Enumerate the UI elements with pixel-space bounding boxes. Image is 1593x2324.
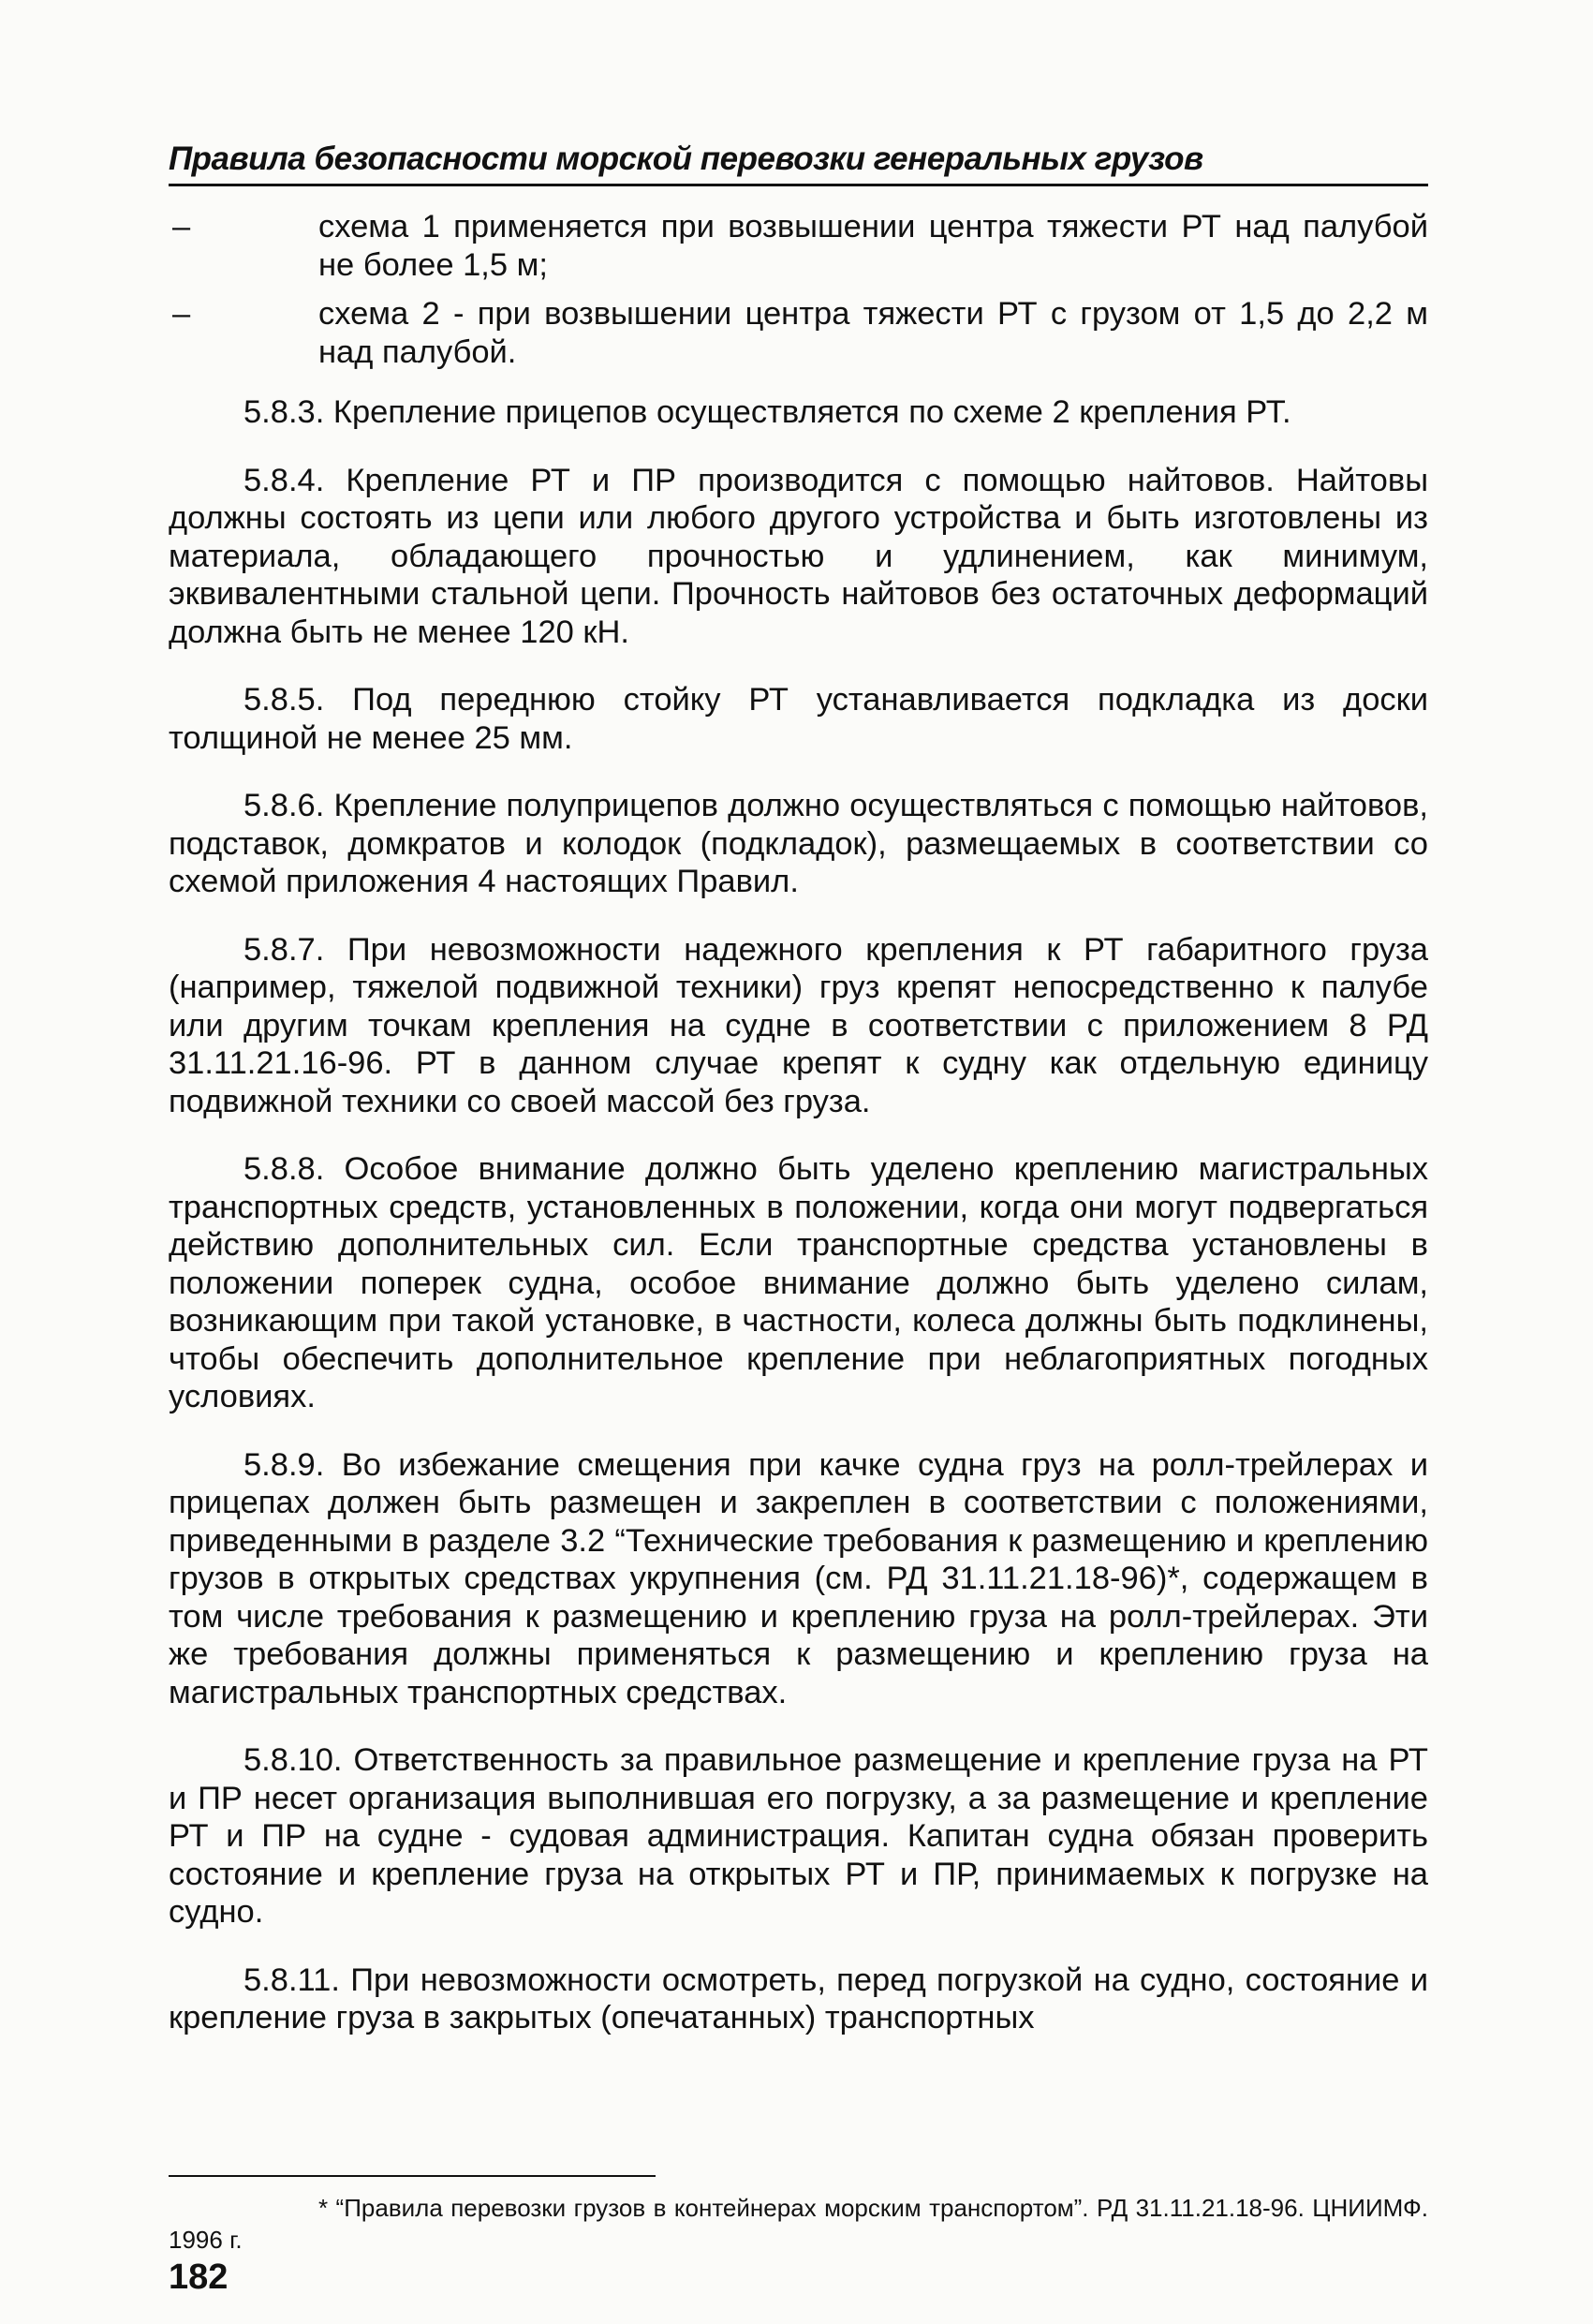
list-dash: – — [172, 209, 191, 244]
paragraph-5-8-5: 5.8.5. Под переднюю стойку РТ устанавливается подкладка из доски толщиной не менее 25 мм. — [169, 682, 1428, 756]
list-item-text: схема 2 - при возвышении центра тяжести РТ с грузом от 1,5 до 2,2 м над палубой. — [318, 296, 1428, 370]
list-item-text: схема 1 применяется при возвышении центра тяжести РТ над палубой не более 1,5 м; — [318, 209, 1428, 283]
paragraph-5-8-8: 5.8.8. Особое внимание должно быть уделено креплению магистральных транспортных средств, установленных в положении, когда они могут подвергаться действию дополнительных сил. Если транспортные средства установлены в положении поперек судна, особое внимание должно быть уделено силам, возникающим при такой установке, в частности, колеса должны быть подклинены, чтобы обеспечить дополнительное крепление при неблагоприятных погодных условиях. — [169, 1151, 1428, 1414]
paragraph-5-8-6: 5.8.6. Крепление полуприцепов должно осуществляться с помощью найтовов, подставок, домкратов и колодок (подкладок), размещаемых в соответствии со схемой приложения 4 настоящих Правил. — [169, 788, 1428, 899]
paragraph-5-8-10: 5.8.10. Ответственность за правильное размещение и крепление груза на РТ и ПР несет организация выполнившая его погрузку, а за размещение и крепление РТ и ПР на судне - судовая администрация. Капитан судна обязан проверить состояние и крепление груза на открытых РТ и ПР, принимаемых к погрузке на судно. — [169, 1742, 1428, 1930]
paragraph-5-8-4: 5.8.4. Крепление РТ и ПР производится с помощью найтовов. Найтовы должны состоять из цепи или любого другого устройства и быть изготовлены из материала, обладающего прочностью и удлинением, как минимум, эквивалентными стальной цепи. Прочность найтовов без остаточных деформаций должна быть не менее 120 кН. — [169, 462, 1428, 650]
page-number: 182 — [169, 2257, 229, 2297]
body-text — [169, 208, 1428, 2067]
paragraph-5-8-11: 5.8.11. При невозможности осмотреть, перед погрузкой на судно, состояние и крепление груза в закрытых (опечатанных) транспортных — [169, 1961, 1428, 2035]
paragraph-5-8-7: 5.8.7. При невозможности надежного крепления к РТ габаритного груза (например, тяжелой подвижной техники) груз крепят непосредственно к палубе или другим точкам крепления на судне в соответствии с приложением 8 РД 31.11.21.16-96. РТ в данном случае крепят к судну как отдельную единицу подвижной техники со своей массой без груза. — [169, 931, 1428, 1119]
list-item — [169, 208, 1428, 284]
running-header: Правила безопасности морской перевозки генеральных грузов — [169, 141, 1428, 186]
footnote-divider — [169, 2175, 656, 2177]
footnote: * “Правила перевозки грузов в контейнерах морским транспортом”. РД 31.11.21.18-96. ЦНИИМФ. 1996 г. — [169, 2194, 1428, 2254]
paragraph-5-8-3: 5.8.3. Крепление прицепов осуществляется по схеме 2 крепления РТ. — [243, 394, 1291, 430]
paragraph-5-8-9: 5.8.9. Во избежание смещения при качке судна груз на ролл-трейлерах и прицепах должен быть размещен и закреплен в соответствии с положениями, приведенными в разделе 3.2 “Технические требования к размещению и креплению грузов в открытых средствах укрупнения (см. РД 31.11.21.18-96)*, содержащем в том числе требования к размещению и креплению груза на ролл-трейлерах. Эти же требования должны применяться к размещению и креплению груза на магистральных транспортных средствах. — [169, 1446, 1428, 1710]
list-dash: – — [172, 296, 191, 332]
list-item — [169, 295, 1428, 371]
